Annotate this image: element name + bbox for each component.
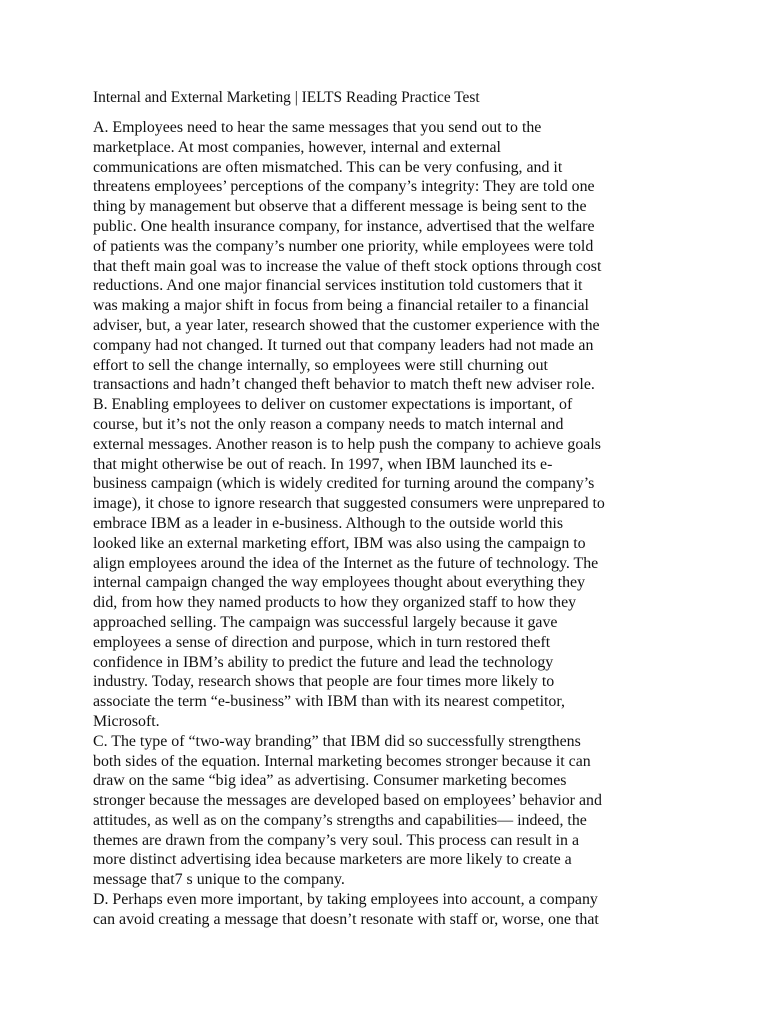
text-line: of patients was the company’s number one priority, while employees were told [93, 237, 594, 255]
text-line: attitudes, as well as on the company’s strengths and capabilities— indeed, the [93, 811, 587, 829]
text-line: associate the term “e-business” with IBM than with its nearest competitor, [93, 693, 565, 711]
text-line: effort to sell the change internally, so employees were still churning out [93, 356, 548, 374]
text-line: public. One health insurance company, for instance, advertised that the welfare [93, 217, 595, 235]
text-line: can avoid creating a message that doesn’t resonate with staff or, worse, one that [93, 910, 599, 928]
text-line: draw on the same “big idea” as advertising. Consumer marketing becomes [93, 772, 567, 790]
document-page [93, 88, 681, 930]
text-line: Microsoft. [93, 712, 160, 730]
text-line: approached selling. The campaign was successful largely because it gave [93, 613, 558, 631]
text-line: more distinct advertising idea because marketers are more likely to create a [93, 851, 572, 869]
text-line: industry. Today, research shows that people are four times more likely to [93, 673, 555, 691]
text-line: marketplace. At most companies, however, internal and external [93, 138, 501, 156]
text-line: adviser, but, a year later, research showed that the customer experience with the [93, 316, 600, 334]
text-line: did, from how they named products to how they organized staff to how they [93, 594, 577, 612]
text-line: business campaign (which is widely credited for turning around the company’s [93, 475, 595, 493]
text-line: transactions and hadn’t changed theft behavior to match theft new adviser role. [93, 376, 595, 394]
text-line: reductions. And one major financial services institution told customers that it [93, 277, 583, 295]
text-line: B. Enabling employees to deliver on customer expectations is important, of [93, 396, 573, 414]
text-line: company had not changed. It turned out that company leaders had not made an [93, 336, 594, 354]
text-line: C. The type of “two-way branding” that IBM did so successfully strengthens [93, 732, 581, 750]
text-line: employees a sense of direction and purpose, which in turn restored theft [93, 633, 551, 651]
text-line: both sides of the equation. Internal marketing becomes stronger because it can [93, 752, 591, 770]
text-line: thing by management but observe that a different message is being sent to the [93, 198, 587, 216]
text-line: threatens employees’ perceptions of the company’s integrity: They are told one [93, 178, 595, 196]
text-line: was making a major shift in focus from being a financial retailer to a financial [93, 297, 589, 315]
text-line: message that7 s unique to the company. [93, 871, 345, 889]
document-title: Internal and External Marketing | IELTS Reading Practice Test [93, 89, 480, 106]
text-line: external messages. Another reason is to help push the company to achieve goals [93, 435, 601, 453]
text-line: confidence in IBM’s ability to predict the future and lead the technology [93, 653, 554, 671]
text-line: align employees around the idea of the Internet as the future of technology. The [93, 554, 599, 572]
text-line: A. Employees need to hear the same messages that you send out to the [93, 119, 542, 136]
text-line: communications are often mismatched. This can be very confusing, and it [93, 158, 563, 176]
text-line: looked like an external marketing effort, IBM was also using the campaign to [93, 534, 586, 552]
document-body [93, 118, 681, 930]
text-line: course, but it’s not the only reason a company needs to match internal and [93, 415, 564, 433]
text-line: embrace IBM as a leader in e-business. Although to the outside world this [93, 514, 563, 532]
text-line: stronger because the messages are developed based on employees’ behavior and [93, 792, 602, 810]
text-line: D. Perhaps even more important, by taking employees into account, a company [93, 891, 598, 909]
text-line: that might otherwise be out of reach. In 1997, when IBM launched its e- [93, 455, 553, 473]
text-line: that theft main goal was to increase the value of theft stock options through cost [93, 257, 602, 275]
text-line: themes are drawn from the company’s very soul. This process can result in a [93, 831, 579, 849]
text-line: internal campaign changed the way employees thought about everything they [93, 574, 586, 592]
text-line: image), it chose to ignore research that suggested consumers were unprepared to [93, 495, 605, 513]
